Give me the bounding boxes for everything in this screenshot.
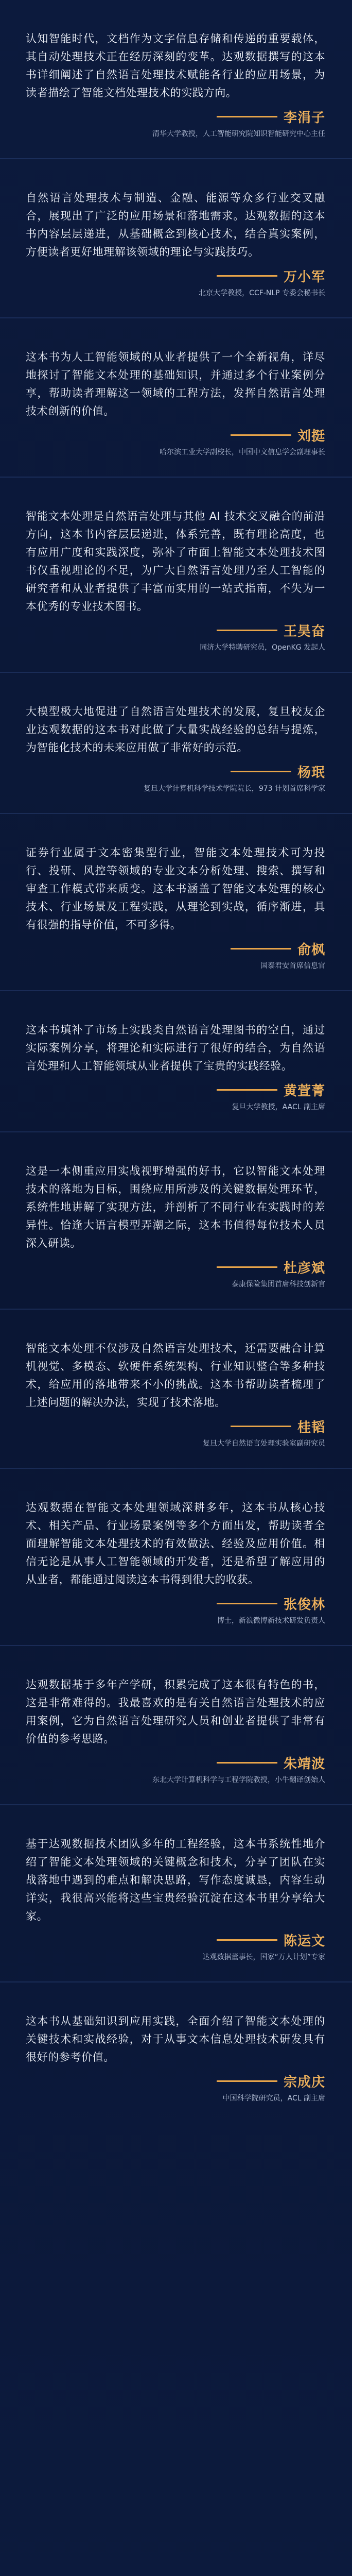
endorsement-quote: 这是一本侧重应用实战视野增强的好书，它以智能文本处理技术的落地为目标，围绕应用所涉及的关键数据处理环节，系统性地讲解了实现方法，并剖析了不同行业在实践时的差异性。恰逢大语言模型弄潮之际，这本书值得每位技术人员深入研读。 <box>26 1165 325 1249</box>
endorser-name: 万小军 <box>283 269 325 285</box>
endorsement-signature <box>26 939 325 958</box>
endorsement-card <box>0 1982 352 2123</box>
endorser-name: 李涓子 <box>283 110 325 126</box>
endorser-name: 张俊林 <box>283 1597 325 1613</box>
endorsement-signature <box>26 107 325 126</box>
endorsement-card <box>0 1469 352 1646</box>
endorsement-quote: 智能文本处理不仅涉及自然语言处理技术，还需要融合计算机视觉、多模态、软硬件系统架构、行业知识整合等多种技术，给应用的落地带来不小的挑战。这本书帮助读者梳理了上述问题的解决办法，实现了技术落地。 <box>26 1342 325 1409</box>
endorser-name: 黄萱菁 <box>283 1083 325 1099</box>
endorser-title: 哈尔滨工业大学副校长，中国中文信息学会副理事长 <box>160 448 325 456</box>
endorsement-card <box>0 1805 352 1982</box>
endorsement-signature <box>26 1080 325 1099</box>
endorsement-signature <box>26 266 325 285</box>
signature-dash <box>217 1939 277 1941</box>
endorsement-card <box>0 673 352 814</box>
endorsement-card <box>0 1132 352 1310</box>
endorsement-quote: 基于达观数据技术团队多年的工程经验，这本书系统性地介绍了智能文本处理领域的关键概念和技术，分享了团队在实战落地中遇到的难点和解决思路，写作态度诚恳，内容生动详实，我很高兴能将这些宝贵经验沉淀在这本书里分享给大家。 <box>26 1838 325 1922</box>
endorsement-signature <box>26 762 325 781</box>
signature-dash <box>217 1266 277 1268</box>
endorsement-quote: 这本书从基础知识到应用实践，全面介绍了智能文本处理的关键技术和实战经验，对于从事文本信息处理技术研发具有很好的参考价值。 <box>26 2015 325 2063</box>
endorsement-signature <box>26 1753 325 1772</box>
endorsement-quote: 这本书为人工智能领域的从业者提供了一个全新视角，详尽地探讨了智能文本处理的基础知识，并通过多个行业案例分享，帮助读者理解这一领域的工程方法，发挥自然语言处理技术创新的价值。 <box>26 351 325 417</box>
endorser-name: 杨珉 <box>297 765 325 781</box>
endorsement-signature <box>26 1930 325 1950</box>
endorser-title: 复旦大学教授，AACL 副主席 <box>232 1103 325 1111</box>
endorsement-signature <box>26 426 325 445</box>
endorser-title: 国泰君安首席信息官 <box>260 962 325 970</box>
endorsement-card <box>0 478 352 673</box>
endorsement-card <box>0 991 352 1132</box>
endorsement-quote: 大模型极大地促进了自然语言处理技术的发展，复旦校友企业达观数据的这本书对此做了大量实战经验的总结与提炼，为智能化技术的未来应用做了非常好的示范。 <box>26 705 325 754</box>
endorsement-card <box>0 0 352 159</box>
signature-dash <box>217 2080 277 2082</box>
endorsement-card <box>0 1646 352 1805</box>
endorser-title: 复旦大学自然语言处理实验室副研究员 <box>203 1439 325 1448</box>
endorsement-quote: 达观数据在智能文本处理领域深耕多年，这本书从核心技术、相关产品、行业场景案例等多个方面出发，帮助读者全面理解智能文本处理技术的有效做法、经验及应用价值。相信无论是从事人工智能领域的开发者，还是希望了解应用的从业者，都能通过阅读这本书得到很大的收获。 <box>26 1501 325 1586</box>
signature-dash <box>217 116 277 117</box>
endorser-name: 陈运文 <box>283 1934 325 1949</box>
endorsement-signature <box>26 621 325 640</box>
signature-dash <box>231 948 291 950</box>
endorser-name: 宗成庆 <box>283 2075 325 2090</box>
endorser-name: 杜彦斌 <box>283 1261 325 1276</box>
endorsement-quote: 证券行业属于文本密集型行业，智能文本处理技术可为投行、投研、风控等领域的专业文本分析处理、搜索、撰写和审查工作模式带来质变。这本书涵盖了智能文本处理的核心技术、行业场景及工程实践，从理论到实战，循序渐进，具有很强的指导价值，不可多得。 <box>26 846 325 931</box>
endorsement-card <box>0 318 352 478</box>
endorsement-signature <box>26 1594 325 1613</box>
signature-dash <box>231 434 291 436</box>
endorser-title: 北京大学教授，CCF-NLP 专委会秘书长 <box>199 289 325 297</box>
endorsement-quote: 这本书填补了市场上实践类自然语言处理图书的空白，通过实际案例分享，将理论和实际进行了很好的结合，为自然语言处理和人工智能领域从业者提供了宝贵的实践经验。 <box>26 1024 325 1072</box>
endorser-title: 同济大学特聘研究员，OpenKG 发起人 <box>200 643 325 652</box>
endorser-name: 王昊奋 <box>283 624 325 639</box>
endorsement-card <box>0 159 352 318</box>
signature-dash <box>231 1426 291 1427</box>
signature-dash <box>217 1762 277 1764</box>
endorser-name: 刘挺 <box>297 429 325 444</box>
endorser-title: 博士，新浪微博新技术研发负责人 <box>217 1617 325 1625</box>
signature-dash <box>217 275 277 277</box>
endorser-title: 清华大学教授，人工智能研究院知识智能研究中心主任 <box>152 130 325 138</box>
endorsement-quote: 智能文本处理是自然语言处理与其他 AI 技术交叉融合的前沿方向，这本书内容层层递进，体系完善，既有理论高度，也有应用广度和实践深度，弥补了市面上智能文本处理技术图书仅重视理论的不足，为广大自然语言处理乃至人工智能的研究者和从业者提供了丰富而实用的一站式指南，不失为一本优秀的专业技术图书。 <box>26 510 325 613</box>
signature-dash <box>217 630 277 631</box>
endorsement-quote: 认知智能时代，文档作为文字信息存储和传递的重要载体，其自动处理技术正在经历深刻的变革。达观数据撰写的这本书详细阐述了自然语言处理技术赋能各行业的应用场景，为读者描绘了智能文档处理技术的实践方向。 <box>26 32 325 99</box>
endorser-title: 泰康保险集团首席科技创新官 <box>232 1280 325 1289</box>
endorser-title: 中国科学院研究员，ACL 副主席 <box>222 2094 325 2103</box>
endorsement-card <box>0 1310 352 1469</box>
endorsement-quote: 自然语言处理技术与制造、金融、能源等众多行业交叉融合，展现出了广泛的应用场景和落地需求。达观数据的这本书内容层层递进，从基础概念到核心技术，结合真实案例，方便读者更好地理解该领域的理论与实践技巧。 <box>26 192 325 258</box>
signature-dash <box>217 1089 277 1091</box>
signature-dash <box>231 771 291 772</box>
endorser-name: 朱靖波 <box>283 1756 325 1772</box>
endorsement-card <box>0 814 352 991</box>
endorser-name: 俞枫 <box>297 942 325 958</box>
signature-dash <box>217 1603 277 1604</box>
endorser-name: 桂韬 <box>297 1420 325 1435</box>
endorsement-signature <box>26 1417 325 1436</box>
endorser-title: 东北大学计算机科学与工程学院教授，小牛翻译创始人 <box>152 1776 325 1784</box>
endorser-title: 达观数据董事长，国家“万人计划”专家 <box>202 1953 325 1961</box>
endorser-title: 复旦大学计算机科学技术学院院长，973 计划首席科学家 <box>143 785 325 793</box>
endorsement-signature <box>26 2072 325 2091</box>
endorsement-quote: 达观数据基于多年产学研，积累完成了这本很有特色的书，这是非常难得的。我最喜欢的是有关自然语言处理技术的应用案例，它为自然语言处理研究人员和创业者提供了非常有价值的参考思路。 <box>26 1679 325 1745</box>
endorsement-signature <box>26 1258 325 1277</box>
